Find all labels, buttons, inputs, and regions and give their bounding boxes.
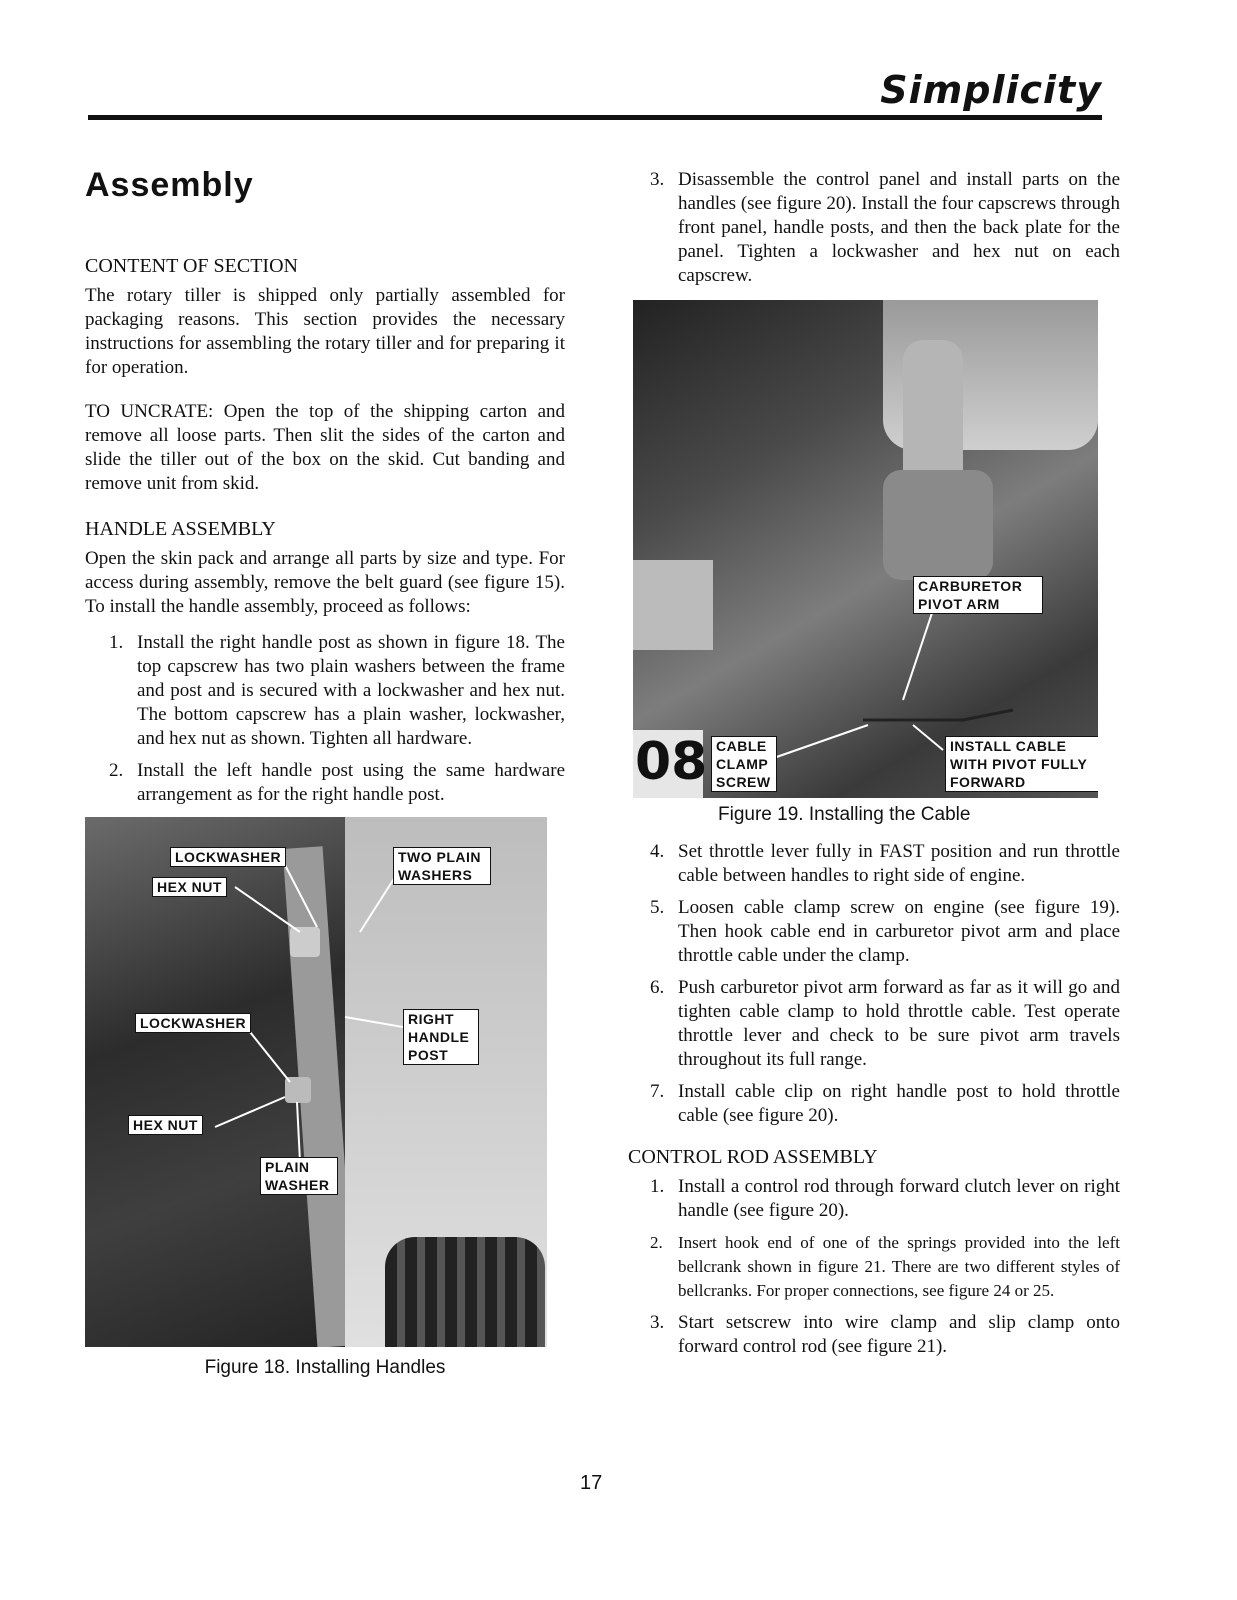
uncrate-paragraph: TO UNCRATE: Open the top of the shipping carton and remove all loose parts. Then slit the sides of the carton and slide the tiller out of the box on the skid. Cut banding and remove unit from skid.: [85, 401, 565, 494]
content-heading: CONTENT OF SECTION: [85, 255, 298, 277]
list-item: 4. Set throttle lever fully in FAST position and run throttle cable between handles to right side of engine.: [650, 841, 1120, 886]
label-carburetor-pivot-arm: CARBURETOR PIVOT ARM: [913, 576, 1043, 614]
header-rule: [88, 115, 1102, 120]
left-column: [85, 160, 565, 1379]
list-item: 2. Insert hook end of one of the springs provided into the left bellcrank shown in figure 21. There are two different styles of bellcranks. For proper connections, see figure 24 or 25.: [650, 1233, 1120, 1300]
page-number: 17: [580, 1472, 603, 1494]
list-item: 6. Push carburetor pivot arm forward as far as it will go and tighten cable clamp to hold throttle cable. Test operate throttle lever and check to be sure pivot arm travels throughout its full range.: [650, 977, 1120, 1070]
figure-18-photo: [85, 817, 547, 1347]
list-item: 3. Disassemble the control panel and install parts on the handles (see figure 20). Install the four capscrews through front panel, handle posts, and then the back plate for the panel. Tighten a lockwasher and hex nut on each capscrew.: [650, 169, 1120, 286]
figure-19-caption: Figure 19. Installing the Cable: [718, 804, 971, 825]
content-paragraph: The rotary tiller is shipped only partially assembled for packaging reasons. This section provides the necessary instructions for assembling the rotary tiller and for preparing it for operation.: [85, 285, 565, 378]
engine-mark-text: 08: [635, 732, 708, 792]
list-item: 7. Install cable clip on right handle post to hold throttle cable (see figure 20).: [650, 1081, 1120, 1126]
control-rod-heading: CONTROL ROD ASSEMBLY: [628, 1146, 878, 1168]
brand-logo: Simplicity: [880, 68, 1102, 112]
list-item: 1. Install a control rod through forward clutch lever on right handle (see figure 20).: [650, 1176, 1120, 1221]
handle-paragraph: Open the skin pack and arrange all parts by size and type. For access during assembly, remove the belt guard (see figure 15). To install the handle assembly, proceed as follows:: [85, 548, 565, 617]
label-two-plain-washers: TWO PLAIN WASHERS: [393, 847, 491, 885]
right-column: [628, 168, 1120, 1367]
list-item: 5. Loosen cable clamp screw on engine (see figure 19). Then hook cable end in carburetor pivot arm and place throttle cable under the clamp.: [650, 897, 1120, 966]
handle-steps: [85, 631, 565, 807]
panel-steps: [628, 168, 1120, 288]
label-plain-washer: PLAIN WASHER: [260, 1157, 338, 1195]
label-hexnut-top: HEX NUT: [152, 877, 227, 897]
label-install-cable: INSTALL CABLE WITH PIVOT FULLY FORWARD: [945, 736, 1098, 792]
control-rod-steps: [628, 1175, 1120, 1359]
label-right-handle-post: RIGHT HANDLE POST: [403, 1009, 479, 1065]
list-item: 1. Install the right handle post as shown in figure 18. The top capscrew has two plain washers between the frame and post and is secured with a lockwasher and hex nut. The bottom capscrew has a plain washer, lockwasher, and hex nut as shown. Tighten all hardware.: [109, 632, 565, 749]
page-title: Assembly: [85, 166, 254, 204]
list-item: 3. Start setscrew into wire clamp and slip clamp onto forward control rod (see figure 21).: [650, 1312, 1120, 1357]
handle-heading: HANDLE ASSEMBLY: [85, 518, 276, 540]
figure-18-caption: Figure 18. Installing Handles: [204, 1357, 446, 1378]
throttle-steps: [628, 840, 1120, 1128]
label-hexnut-bottom: HEX NUT: [128, 1115, 203, 1135]
figure-19-photo: [633, 300, 1098, 798]
label-cable-clamp-screw: CABLE CLAMP SCREW: [711, 736, 777, 792]
figure-19-leaders: [633, 300, 1098, 798]
label-lockwasher-mid: LOCKWASHER: [135, 1013, 251, 1033]
list-item: 2. Install the left handle post using the same hardware arrangement as for the right handle post.: [109, 760, 565, 805]
label-lockwasher-top: LOCKWASHER: [170, 847, 286, 867]
